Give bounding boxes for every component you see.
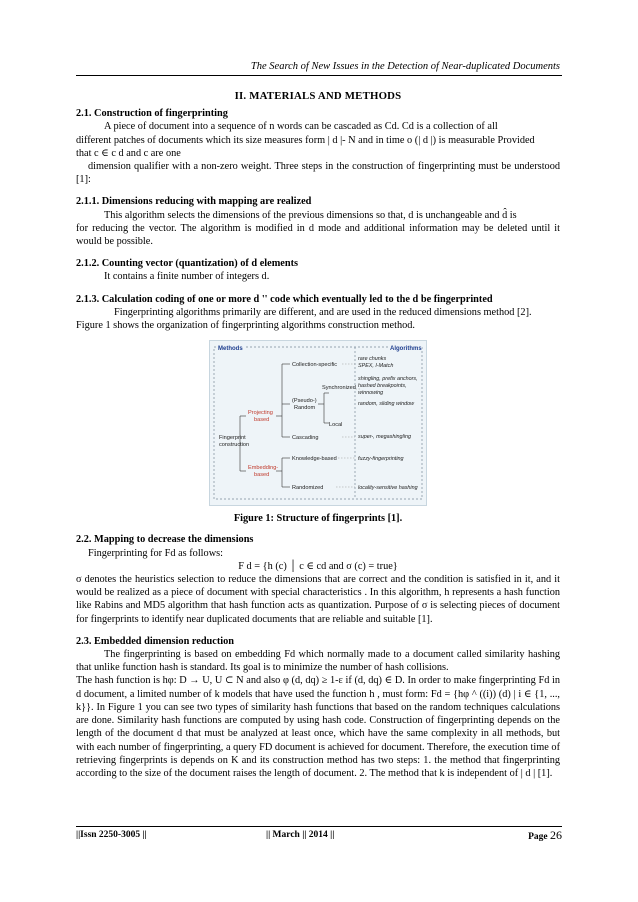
node-root-line1: Fingerprint — [219, 435, 246, 442]
para-2-1-line4: dimension qualifier with a non-zero weight. Three steps in the construction of fingerprinting must be understood [1]: — [76, 161, 560, 186]
node-embedding-line2: based — [254, 472, 270, 479]
para-2-3-p1: The fingerprinting is based on embedding Fd which normally made to a document called similarity hashing that unlike function hash is standard. Its goal is to minimize the number of hash collisions. — [76, 649, 560, 674]
heading-2-1-2: 2.1.2. Counting vector (quantization) of d elements — [76, 258, 299, 270]
footer-date: || March || 2014 || — [266, 830, 335, 840]
node-randomized: Randomized — [292, 485, 324, 492]
heading-2-1-1: 2.1.1. Dimensions reducing with mapping are realized — [76, 196, 312, 208]
section-title: II. MATERIALS AND METHODS — [234, 90, 402, 102]
para-2-1-1-line1: This algorithm selects the dimensions of the previous dimensions so that, d is unchangeable and d̂ is — [104, 209, 517, 221]
footer-issn: ||Issn 2250-3005 || — [76, 830, 147, 840]
fingerprint-structure-diagram — [209, 340, 427, 506]
alg-spex-imatch: SPEX, I-Match — [358, 363, 394, 370]
node-synchronized: Synchronized — [322, 385, 356, 392]
heading-2-1-3: 2.1.3. Calculation coding of one or more d '' code which eventually led to the d be fingerprinted — [76, 293, 493, 305]
alg-lsh: locality-sensitive hashing — [358, 485, 418, 492]
para-2-1-line1: A piece of document into a sequence of n words can be cascaded as Cd. Cd is a collection of all — [104, 121, 498, 133]
alg-super-mega: super-, megashingling — [358, 434, 411, 441]
para-2-1-3-line2: Figure 1 shows the organization of fingerprinting algorithms construction method. — [76, 320, 415, 332]
algorithms-label: Algorithms — [390, 346, 422, 353]
alg-random-sliding: random, sliding window — [358, 401, 415, 408]
node-root-line2: construction — [219, 442, 250, 449]
para-2-3-p2: The hash function is hφ: D → U, U ⊂ N and also φ (d, dq) ≥ 1-ε if (d, dq) ∈ D. In order to make fingerprinting Fd in d document, a limited number of k models that have used the function h , must form: Fd = {hφ ^ ((i)) (d) | i ∈ {1, ..., k}}. In Figure 1 you can see two types of similarity hash functions that based on the random techniques calculations are done. Similarity hash functions are computed by using hash code. Construction of fingerprinting depends on the length of the document d that must be analyzed at least once, which have the same complexity in all methods, but with each number of fingerprinting, a query FD document is achieved for document. Therefore, the execution time of retrieving fingerprints is depends on K and its construction method has two steps: 1. the method that fingerprinting according to the size of the document raises the length of document. 2. The method that k is independent of | d | [1]. — [76, 675, 560, 779]
main-content — [76, 88, 560, 780]
heading-2-2: 2.2. Mapping to decrease the dimensions — [76, 534, 254, 546]
methods-label: Methods — [218, 346, 243, 353]
para-2-1-1-line2: for reducing the vector. The algorithm is modified in d mode and additional information may be deleted until it would be possible. — [76, 222, 560, 248]
node-projecting-line1: Projecting — [248, 410, 273, 417]
heading-2-1: 2.1. Construction of fingerprinting — [76, 108, 228, 120]
node-collection-specific: Collection-specific — [292, 362, 338, 369]
node-pseudo-random-line2: Random — [294, 405, 316, 412]
para-2-1-3-line1: Fingerprinting algorithms primarily are different, and are used in the reduced dimensions method [2]. — [114, 306, 532, 318]
figure-caption: Figure 1: Structure of fingerprints [1]. — [233, 513, 403, 525]
para-2-1-2: It contains a finite number of integers d. — [104, 271, 270, 283]
para-2-1-line2: different patches of documents which its size measures form | d |- N and in time o (| d |) is measurable Provided — [76, 134, 535, 146]
header-rule — [76, 75, 562, 76]
running-head: The Search of New Issues in the Detection of Near-duplicated Documents — [250, 61, 560, 72]
para-2-2-body: σ denotes the heuristics selection to reduce the dimensions that are correct and the condition is satisfied in it, and it would be realized as a piece of document with special characteristics . In this algorithm, h represents a hash function like Rabins and MD5 algorithm that hash function acts as quantization. Purpose of σ is selecting pieces of document for fingerprints to identify near duplicated documents that are reliable and suitable [1]. — [76, 574, 560, 625]
node-cascading: Cascading — [292, 435, 319, 442]
alg-shingling: shingling, prefix anchors, — [358, 376, 418, 383]
heading-2-3: 2.3. Embedded dimension reduction — [76, 635, 235, 647]
alg-hashed-breakpoints: hashed breakpoints, — [358, 383, 407, 390]
node-knowledge-based: Knowledge-based — [292, 456, 337, 463]
alg-fuzzy: fuzzy-fingerprinting — [358, 456, 404, 463]
node-local: Local — [329, 422, 343, 429]
footer-page — [528, 828, 562, 843]
formula-fd: F d = {h (c) │ c ∈ cd and σ (c) = true} — [238, 560, 398, 572]
para-2-1-line3: that c ∈ c d and c are one — [76, 147, 181, 159]
alg-rare-chunks: rare chunks — [358, 356, 387, 363]
para-2-2-line1: Fingerprinting for Fd as follows: — [88, 547, 223, 559]
footer-page-label: Page — [528, 832, 548, 842]
node-pseudo-random-line1: (Pseudo-) — [292, 398, 317, 405]
node-embedding-line1: Embedding- — [248, 465, 279, 472]
footer-rule — [76, 826, 562, 827]
figure-wrapper — [76, 340, 560, 506]
footer-page-number: 26 — [550, 828, 562, 842]
alg-winnowing: winnowing — [358, 390, 384, 397]
node-projecting-line2: based — [254, 417, 270, 424]
